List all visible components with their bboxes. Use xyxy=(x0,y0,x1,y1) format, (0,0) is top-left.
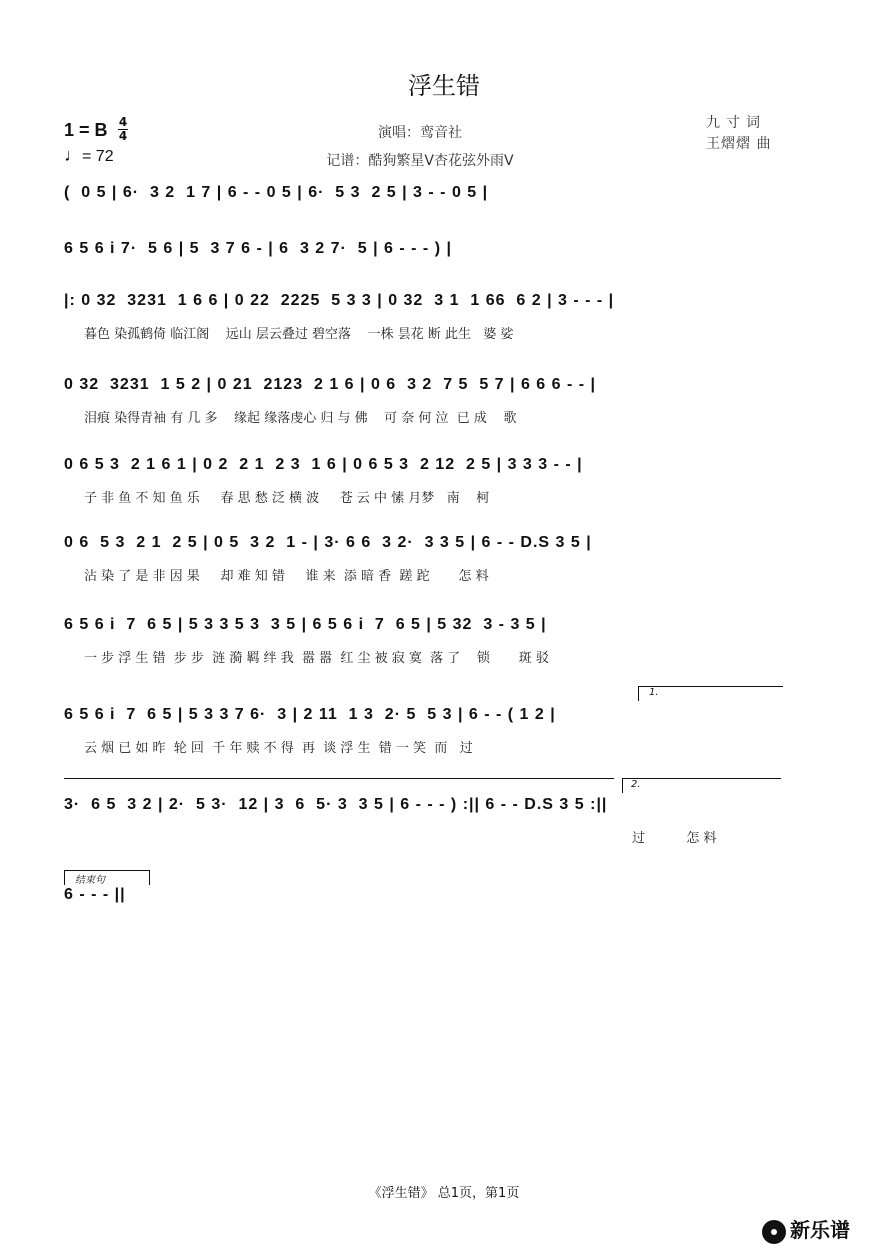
volta-2-bracket xyxy=(622,778,781,793)
lyrics-row xyxy=(0,326,888,346)
lyrics-row xyxy=(0,568,888,588)
record-disc-icon xyxy=(762,1220,786,1244)
time-sig-top: 4 xyxy=(118,115,128,129)
key-signature: 1 = B xyxy=(64,120,108,140)
lyrics-text: 泪痕 染得青袖 有 几 多 缘起 缘落虔心 归 与 佛 可 奈 何 泣 已 成 歌 xyxy=(84,411,517,426)
notation-text: 6 5 6 i 7 6 5 | 5 3 3 5 3 3 5 | 6 5 6 i 7 6 5 | 5 32 3 - 3 5 | xyxy=(64,616,547,633)
page-footer: 《浮生错》 总1页，第1页 xyxy=(368,1186,520,1201)
lyrics-row xyxy=(0,830,888,850)
lyrics-text: 暮色 染孤鹤倚 临江阁 远山 层云叠过 碧空落 一株 昙花 断 此生 婆 娑 xyxy=(84,327,514,342)
notation-row xyxy=(0,292,888,322)
lyrics-text: 云 烟 已 如 昨 轮 回 千 年 赎 不 得 再 谈 浮 生 错 一 笑 而 过 xyxy=(84,741,473,756)
volta-1-bracket xyxy=(638,686,783,701)
lyrics-text: 沾 染 了 是 非 因 果 却 难 知 错 谁 来 添 暗 香 蹉 跎 怎 料 xyxy=(84,569,489,584)
notation-text: 6 - - - || xyxy=(64,886,126,903)
notation-row xyxy=(0,376,888,406)
notation-text: 0 6 5 3 2 1 2 5 | 0 5 3 2 1 - | 3· 6 6 3 2· 3 3 5 | 6 - - D.S 3 5 | xyxy=(64,534,592,551)
notation-text: 0 32 3231 1 5 2 | 0 21 2123 2 1 6 | 0 6 3 2 7 5 5 7 | 6 6 6 - - | xyxy=(64,376,596,393)
notation-text: 0 6 5 3 2 1 6 1 | 0 2 2 1 2 3 1 6 | 0 6 5 3 2 12 2 5 | 3 3 3 - - | xyxy=(64,456,583,473)
volta-1-continuation xyxy=(64,778,614,779)
volta-1-label: 1. xyxy=(649,687,659,698)
lyricist-credit: 九寸词 xyxy=(706,115,766,131)
notation-row xyxy=(0,796,888,826)
notation-text: |: 0 32 3231 1 6 6 | 0 22 2225 5 3 3 | 0 32 3 1 1 66 6 2 | 3 - - - | xyxy=(64,292,615,309)
tempo-marking: ♩= 72 xyxy=(64,145,114,165)
lyrics-text: 一 步 浮 生 错 步 步 涟 漪 羁 绊 我 嚣 嚣 红 尘 被 寂 寞 落 了 锁 斑 驳 xyxy=(84,651,549,666)
notation-text: ( 0 5 | 6· 3 2 1 7 | 6 - - 0 5 | 6· 5 3 2 5 | 3 - - 0 5 | xyxy=(64,184,489,201)
time-sig-bottom: 4 xyxy=(118,129,128,143)
notation-text: 6 5 6 i 7 6 5 | 5 3 3 7 6· 3 | 2 11 1 3 2· 5 5 3 | 6 - - ( 1 2 | xyxy=(64,706,556,723)
singer-credit: 演唱：鸾音社 xyxy=(378,125,462,141)
notation-text: 3· 6 5 3 2 | 2· 5 3· 12 | 3 6 5· 3 3 5 | 6 - - - ) :|| 6 - - D.S 3 5 :|| xyxy=(64,796,608,813)
lyrics-row xyxy=(0,490,888,510)
lyrics-row xyxy=(0,740,888,760)
quarter-note-icon: ♩ xyxy=(64,145,82,165)
lyrics-row xyxy=(0,650,888,670)
time-signature xyxy=(118,116,128,143)
notation-row xyxy=(0,456,888,486)
transcriber-credit: 记谱：酷狗繁星V杏花弦外雨V xyxy=(326,153,514,169)
lyrics-row xyxy=(0,410,888,430)
notation-row xyxy=(0,706,888,736)
composer-credit: 王熠熠 曲 xyxy=(706,136,772,152)
notation-row xyxy=(0,616,888,646)
page-title: 浮生错 xyxy=(408,72,480,100)
notation-row xyxy=(0,184,888,214)
ending-bracket xyxy=(64,870,150,885)
site-logo: 新乐谱 xyxy=(762,1214,850,1244)
notation-text: 6 5 6 i 7· 5 6 | 5 3 7 6 - | 6 3 2 7· 5 | 6 - - - ) | xyxy=(64,240,452,257)
notation-row xyxy=(0,534,888,564)
lyrics-text: 过 怎 料 xyxy=(632,831,717,846)
notation-row xyxy=(0,240,888,270)
ending-label: 结束句 xyxy=(75,875,105,886)
volta-2-label: 2. xyxy=(631,779,641,790)
notation-row xyxy=(0,886,888,916)
lyrics-text: 子 非 鱼 不 知 鱼 乐 春 思 愁 泛 横 波 苍 云 中 愫 月梦 南 柯 xyxy=(84,491,490,506)
